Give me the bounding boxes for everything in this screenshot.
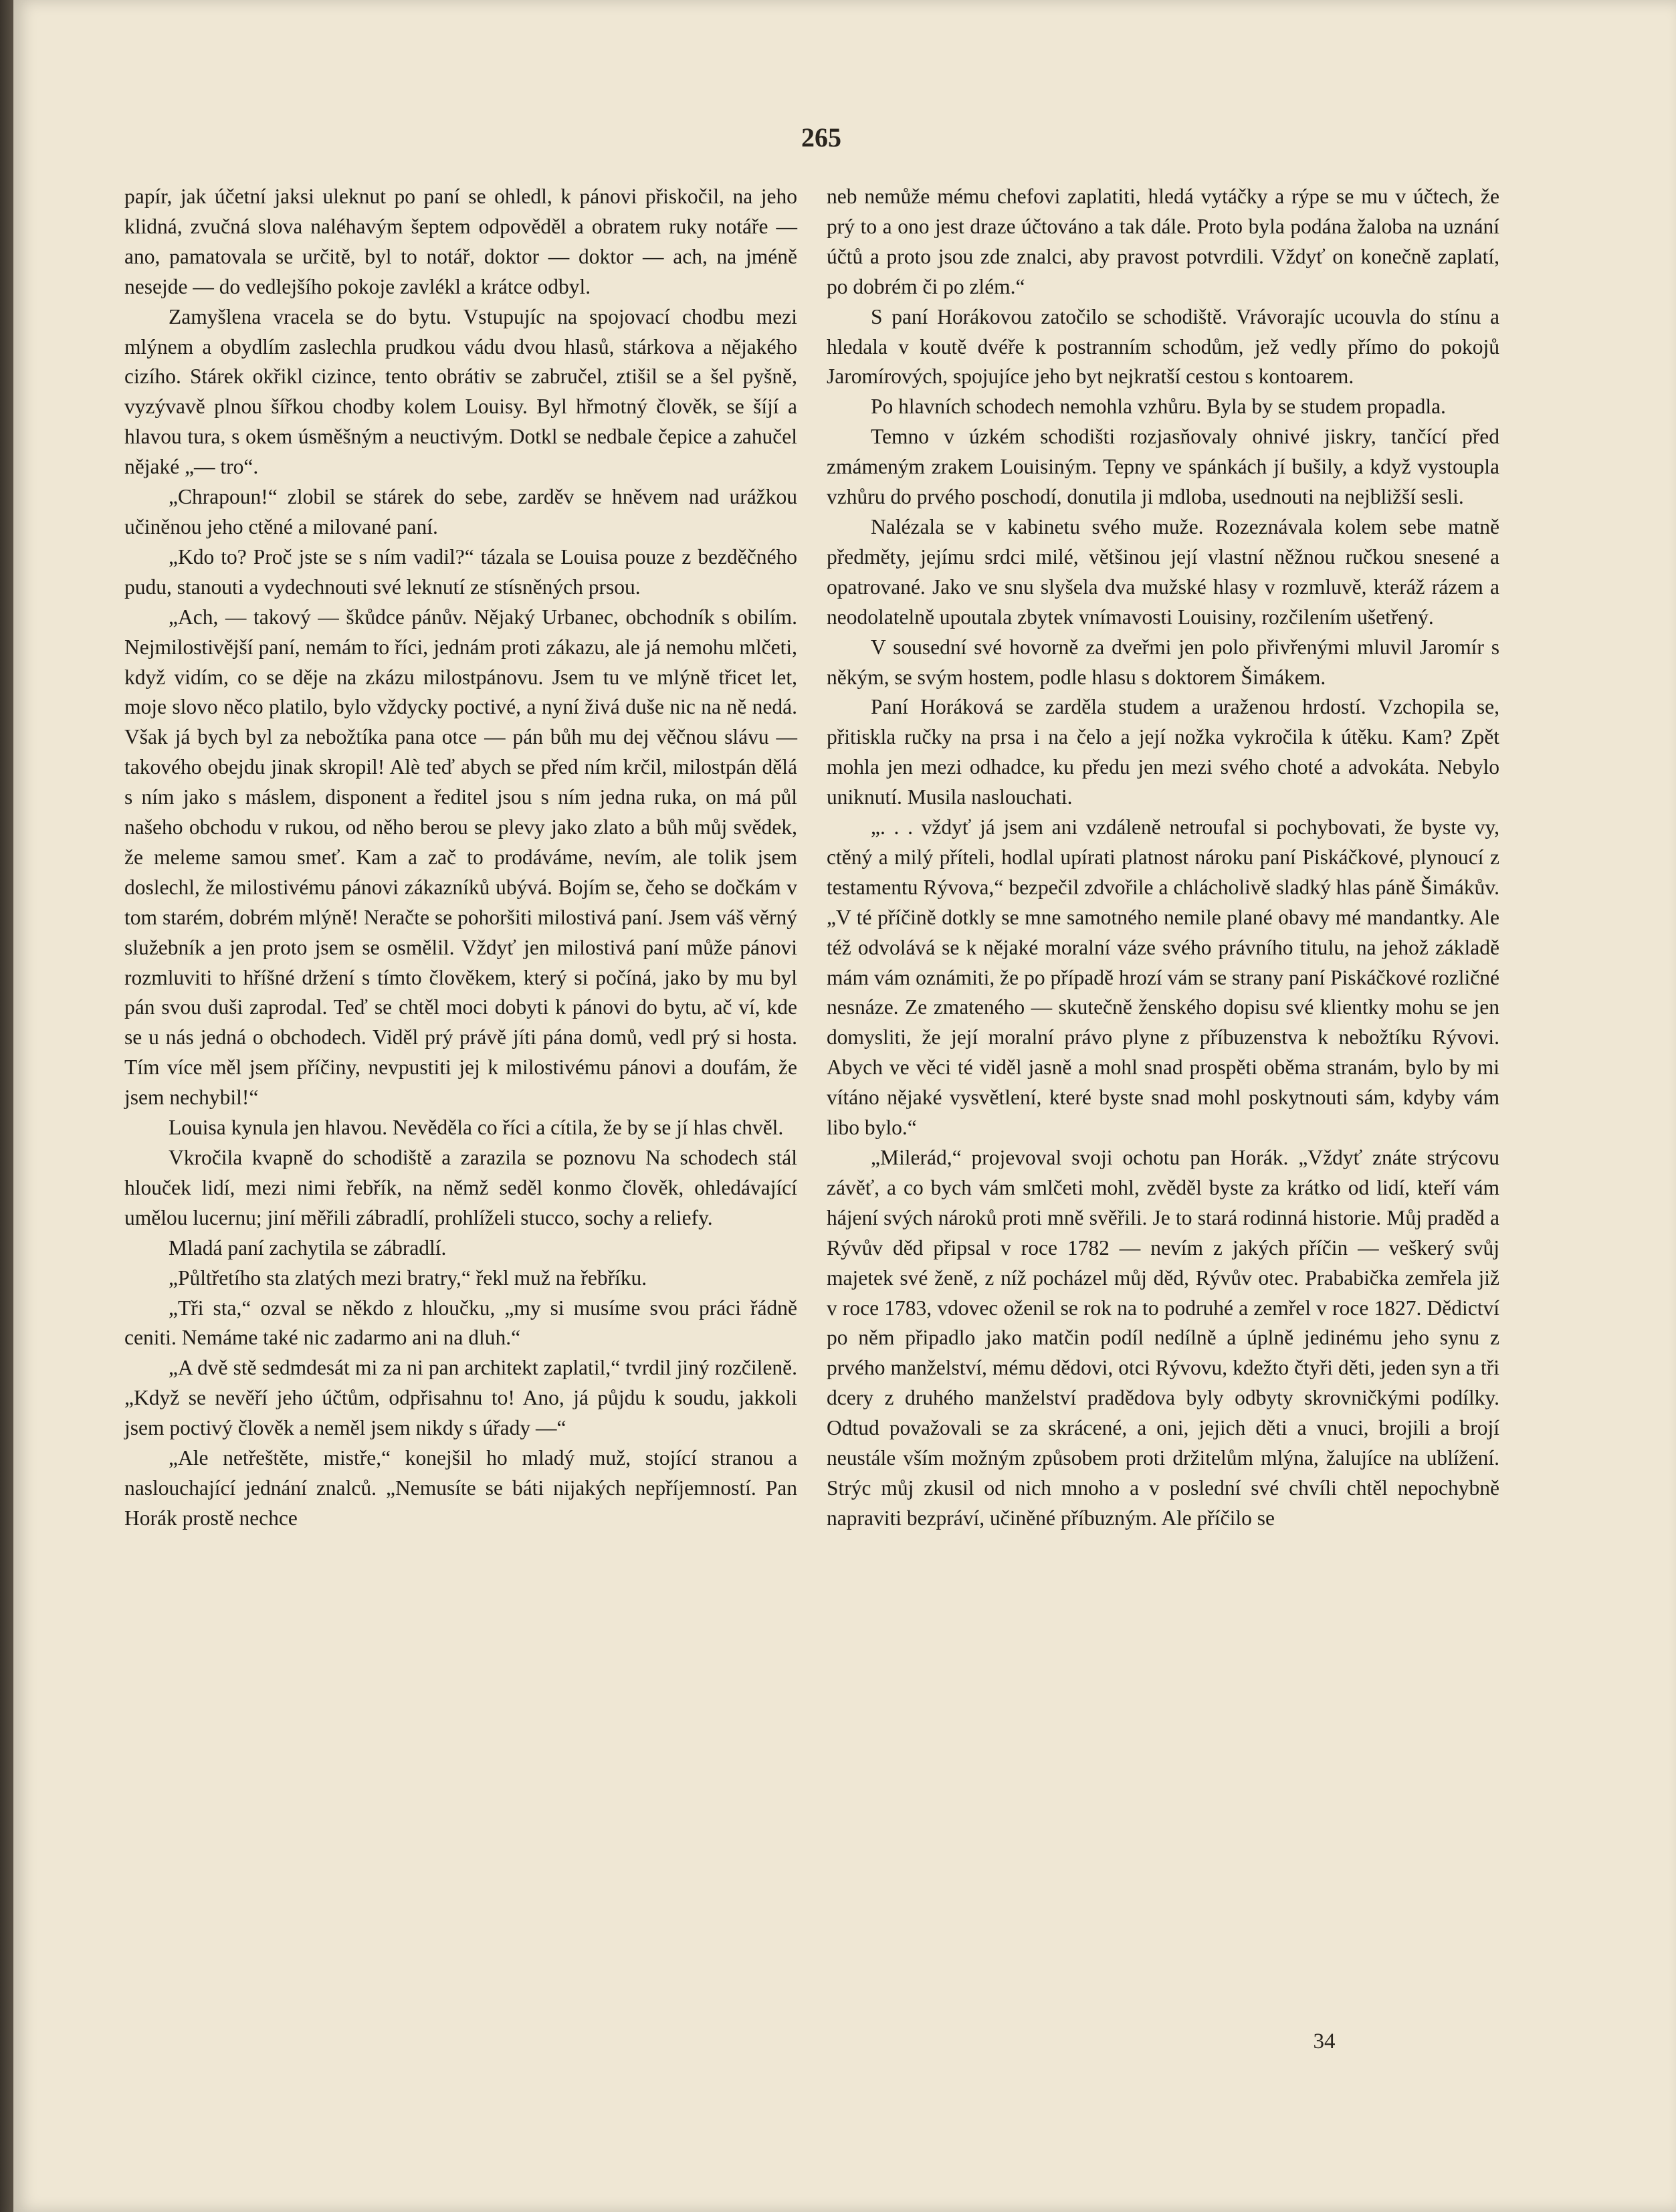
paragraph: Louisa kynula jen hlavou. Nevěděla co říci a cítila, že by se jí hlas chvěl. (169, 1116, 784, 1140)
paragraph: Vkročila kvapně do schodiště a zarazila se poznovu Na schodech stál hlouček lidí, mezi nimi řebřík, na němž seděl konmo člověk, ohledávající umělou lucernu; jiní měřili zábradlí, prohlíželi stucco, sochy a reliefy. (124, 1146, 797, 1229)
paragraph: S paní Horákovou zatočilo se schodiště. Vrávorajíc ucouvla do stínu a hledala v koutě dvéře k postranním schodům, jež vedly přímo do pokojů Jaromírových, spojujíce jeho byt nejkratší cestou s kontoarem. (827, 304, 1499, 389)
paragraph: Paní Horáková se zarděla studem a uraženou hrdostí. Vzchopila se, přitiskla ručky na prsa i na čelo a její nožka vykročila k útěku. Kam? Zpět mohla jen mezi odhadce, ku předu jen mezi svého choté a advokáta. Nebylo uniknutí. Musila naslouchati. (827, 695, 1499, 809)
paragraph: Zamyšlena vracela se do bytu. Vstupujíc na spojovací chodbu mezi mlýnem a obydlím zaslechla prudkou vádu dvou hlasů, stárkova a nějakého cizího. Stárek okřikl cizince, tento obrátiv se zabručel, ztišil se a šel pyšně, vyzývavě plnou šířkou chodby kolem Louisy. Byl hřmotný člověk, se šíjí a hlavou tura, s okem úsměšným a neuctivým. Dotkl se nedbale čepice a zahučel nějaké „— tro“. (124, 304, 797, 479)
paragraph: „Kdo to? Proč jste se s ním vadil?“ tázala se Louisa pouze z bezděčného pudu, stanouti a vydechnouti své leknutí ze stísněných prsou. (124, 544, 797, 599)
paragraph: Temno v úzkém schodišti rozjasňovaly ohnivé jiskry, tančící před zmámeným zrakem Louisiným. Tepny ve spánkách jí bušily, a když vystoupla vzhůru do prvého poschodí, donutila ji mdloba, usednouti na nejbližší sesli. (827, 425, 1499, 509)
paragraph: „Tři sta,“ ozval se někdo z hloučku, „my si musíme svou práci řádně ceniti. Nemáme také nic zadarmo ani na dluh.“ (124, 1296, 797, 1350)
paragraph: Nalézala se v kabinetu svého muže. Rozeznávala kolem sebe matně předměty, jejímu srdci milé, většinou její vlastní něžnou ručkou snesené a opatrované. Jako ve snu slyšela dva mužské hlasy v rozmluvě, kteráž rázem a neodolatelně upoutala zbytek vnímavosti Louisiny, rozčilením ušetřený. (827, 514, 1499, 629)
paragraph: „Ale netřeštěte, mistře,“ konejšil ho mladý muž, stojící stranou a naslouchající jednání znalců. „Nemusíte se báti nijakých nepříjemností. Pan Horák prostě nechce (124, 1446, 797, 1530)
paragraph: „A dvě stě sedmdesát mi za ni pan architekt zaplatil,“ tvrdil jiný rozčileně. „Když se nevěří jeho účtům, odpřisahnu to! Ano, já půjdu k soudu, jakkoli jsem poctivý člověk a neměl jsem nikdy s úřady —“ (124, 1356, 797, 1440)
sheet-signature-number: 34 (1313, 2029, 1336, 2053)
paragraph: Mladá paní zachytila se zábradlí. (169, 1235, 447, 1260)
paragraph: V sousední své hovorně za dveřmi jen polo přivřenými mluvil Jaromír s někým, se svým hostem, podle hlasu s doktorem Šimákem. (827, 635, 1499, 689)
right-text-column (827, 182, 1499, 1534)
page-number: 265 (801, 122, 841, 153)
paragraph: „Chrapoun!“ zlobil se stárek do sebe, zarděv se hněvem nad urážkou učiněnou jeho ctěné a milované paní. (124, 485, 797, 538)
paragraph: „. . . vždyť já jsem ani vzdáleně netroufal si pochybovati, že byste vy, ctěný a milý příteli, hodlal upírati platnost nároku paní Piskáčkové, plynoucí z testamentu Rývova,“ bezpečil zdvořile a chlácholivě sladký hlas páně Šimákův. „V té příčině dotkly se mne samotného nemile plané obavy mé mandantky. Ale též odvolává se k nějaké moralní váze svého právního titulu, na jehož základě mám vám oznámiti, že po případě hrozí vám se strany paní Piskáčkové rozličné nesnáze. Ze zmateného — skutečně ženského dopisu své klientky mohu se jen domysliti, že její moralní právo plyne z příbuzenstva k nebožtíku Rývovi. Abych ve věci té viděl jasně a mohl snad prospěti oběma stranám, bylo by mi vítáno nějaké vysvětlení, které byste snad mohl poskytnouti sám, kdyby vám libo bylo.“ (827, 815, 1499, 1140)
paragraph: neb nemůže mému chefovi zaplatiti, hledá vytáčky a rýpe se mu v účtech, že prý to a ono jest draze účtováno a tak dále. Proto byla podána žaloba na uznání účtů a proto jsou zde znalci, aby pravost potvrdili. Vždyť on konečně zaplatí, po dobrém či po zlém.“ (827, 185, 1499, 298)
paragraph: Po hlavních schodech nemohla vzhůru. Byla by se studem propadla. (871, 395, 1446, 419)
paragraph: „Ach, — takový — škůdce pánův. Nějaký Urbanec, obchodník s obilím. Nejmilostivější paní, nemám to říci, jednám proti zákazu, ale já nemohu mlčeti, když vidím, co se děje na zkázu milostpánovu. Jsem tu ve mlýně třicet let, moje slovo něco platilo, bylo vždycky poctivé, a nyní živá duše nic na ně nedá. Však já bych byl za nebožtíka pana otce — pán bůh mu dej věčnou slávu — takového obejdu jinak skropil! Alè teď abych se před ním krčil, milostpán dělá s ním jako s máslem, disponent a ředitel jsou s ním jedna ruka, on má půl našeho obchodu v rukou, od něho berou se plevy jako zlato a bůh můj svědek, že meleme samou smeť. Kam a zač to prodáváme, nevím, ale tolik jsem doslechl, že milostivému pánovi zákazníků ubývá. Bojím se, čeho se dočkám v tom starém, dobrém mlýně! Neračte se pohoršiti milostivá paní. Jsem váš věrný služebník a jen proto jsem se osmělil. Vždyť jen milostivá paní může pánovi rozmluviti to hříšné držení s tímto člověkem, který si počíná, jako by mu byl pán svou duši zaprodal. Teď se chtěl moci dobyti k pánovi do bytu, ač ví, kde se u nás jedná o obchodech. Viděl prý právě jíti pána domů, vedl prý si hosta. Tím více měl jsem příčiny, nevpustiti jej k milostivému pánovi a doufám, že jsem nechybil!“ (124, 605, 797, 1110)
paragraph: papír, jak účetní jaksi uleknut po paní se ohledl, k pánovi přiskočil, na jeho klidná, zvučná slova naléhavým šeptem odpověděl a obratem ruky notáře — ano, pamatovala se určitě, byl to notář, doktor — doktor — ach, na jméně nesejde — do vedlejšího pokoje zavlékl a krátce odbyl. (124, 185, 797, 298)
paragraph: „Půltřetího sta zlatých mezi bratry,“ řekl muž na řebříku. (169, 1266, 647, 1290)
left-text-column (124, 182, 797, 1534)
paragraph: „Milerád,“ projevoval svoji ochotu pan Horák. „Vždyť znáte strýcovu závěť, a co bych vám smlčeti mohl, zvěděl byste za krátko od lidí, kteří vám hájení svých nároků proti mně svěřili. Je to stará rodinná historie. Můj praděd a Rývův děd připsal v roce 1782 — nevím z jakých příčin — veškerý svůj majetek své ženě, z níž pocházel můj děd, Rývův otec. Prababička zemřela již v roce 1783, vdovec oženil se rok na to podruhé a zemřel v roce 1827. Dědictví po něm připadlo jako matčin podíl nedílně a úplně jedinému jeho synu z prvého manželství, mému dědovi, otci Rývovu, kdežto čtyři děti, jeden syn a tři dcery z druhého manželství pradědova byly odbyty skrovničkými podílky. Odtud považovali se za skrácené, a oni, jejich děti a vnuci, brojili a brojí neustále vším možným způsobem proti držitelům mlýna, žalujíce na ublížení. Strýc můj zkusil od nich mnoho a v poslední své chvíli chtěl nepochybně napraviti bezpráví, učiněné příbuzným. Ale příčilo se (827, 1146, 1499, 1530)
